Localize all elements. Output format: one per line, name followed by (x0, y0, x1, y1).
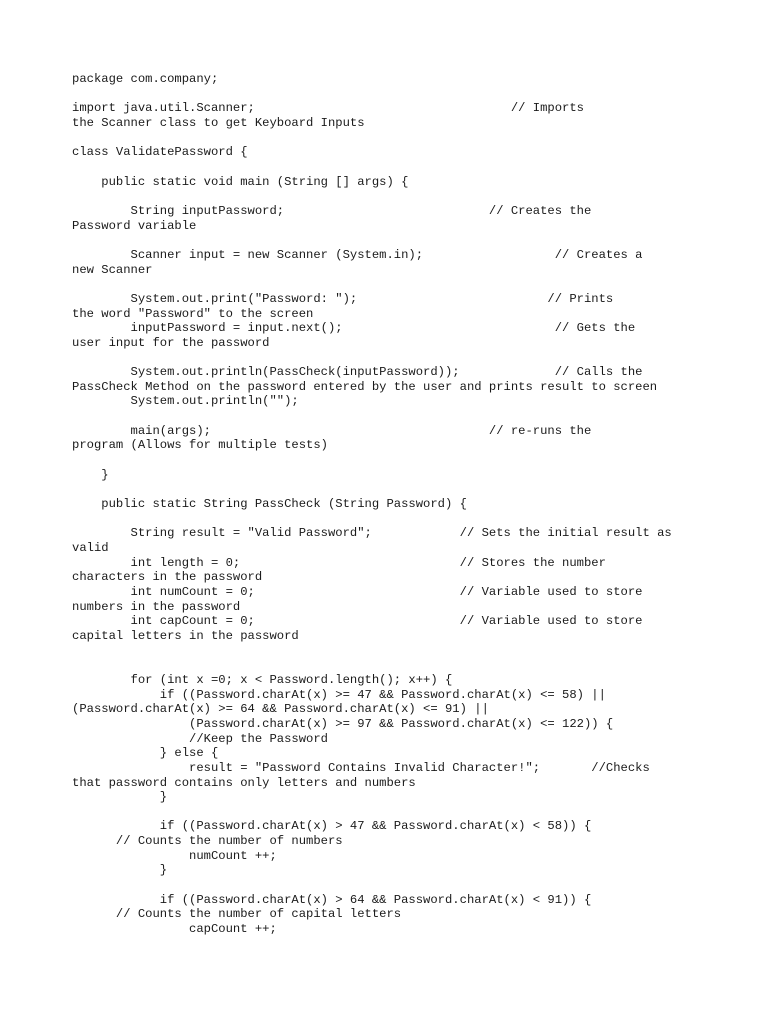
code-line: } (72, 863, 168, 878)
code-line: the Scanner class to get Keyboard Inputs (72, 115, 365, 130)
blank-line (72, 878, 672, 893)
code-line: int length = 0; // Stores the number (72, 555, 606, 570)
code-line: result = "Password Contains Invalid Character!"; //Checks (72, 760, 650, 775)
code-line: capCount ++; (72, 922, 277, 937)
code-line: // Counts the number of capital letters (72, 907, 402, 922)
blank-line (72, 512, 672, 527)
code-line: int capCount = 0; // Variable used to store (72, 614, 643, 629)
code-line: } (72, 790, 168, 805)
code-line: package com.company; (72, 72, 219, 86)
code-line: String result = "Valid Password"; // Sets the initial result as (72, 526, 672, 541)
code-line: numCount ++; (72, 848, 277, 863)
code-line: new Scanner (72, 262, 153, 277)
code-line: if ((Password.charAt(x) > 64 && Password.charAt(x) < 91)) { (72, 892, 592, 907)
code-line: inputPassword = input.next(); // Gets the (72, 321, 636, 336)
code-line: valid (72, 541, 109, 555)
code-line: (Password.charAt(x) >= 97 && Password.charAt(x) <= 122)) { (72, 716, 614, 731)
blank-line (72, 644, 672, 659)
blank-line (72, 233, 672, 248)
code-line: main(args); // re-runs the (72, 423, 592, 438)
code-line: for (int x =0; x < Password.length(); x++) { (72, 672, 453, 687)
code-line: System.out.println(""); (72, 394, 299, 409)
code-line: int numCount = 0; // Variable used to store (72, 584, 643, 599)
code-line: String inputPassword; // Creates the (72, 203, 592, 218)
code-line: the word "Password" to the screen (72, 306, 314, 321)
code-line: } (72, 467, 109, 482)
code-line: } else { (72, 746, 219, 761)
code-line: if ((Password.charAt(x) >= 47 && Password.charAt(x) <= 58) || (72, 687, 606, 702)
code-line: program (Allows for multiple tests) (72, 438, 328, 453)
code-line: public static void main (String [] args) { (72, 174, 409, 189)
blank-line (72, 453, 672, 468)
blank-line (72, 805, 672, 820)
blank-line (72, 277, 672, 292)
code-line: class ValidatePassword { (72, 145, 248, 160)
code-line: numbers in the password (72, 599, 241, 614)
code-line: System.out.print("Password: "); // Prints (72, 291, 614, 306)
code-line: public static String PassCheck (String Password) { (72, 497, 467, 512)
code-line: that password contains only letters and numbers (72, 775, 416, 790)
blank-line (72, 131, 672, 146)
code-line: System.out.println(PassCheck(inputPassword)); // Calls the (72, 365, 643, 380)
code-line: PassCheck Method on the password entered by the user and prints result to screen (72, 379, 658, 394)
code-line: Password variable (72, 218, 197, 233)
code-line: if ((Password.charAt(x) > 47 && Password.charAt(x) < 58)) { (72, 819, 592, 834)
blank-line (72, 409, 672, 424)
code-listing (72, 72, 672, 937)
code-line: // Counts the number of numbers (72, 834, 343, 849)
code-line: (Password.charAt(x) >= 64 && Password.charAt(x) <= 91) || (72, 702, 489, 717)
code-line: user input for the password (72, 335, 270, 350)
code-line: Scanner input = new Scanner (System.in); // Creates a (72, 247, 643, 262)
code-line: characters in the password (72, 570, 263, 585)
blank-line (72, 350, 672, 365)
blank-line (72, 189, 672, 204)
code-line: //Keep the Password (72, 731, 328, 746)
blank-line (72, 482, 672, 497)
blank-line (72, 87, 672, 102)
code-line: capital letters in the password (72, 628, 299, 643)
blank-line (72, 658, 672, 673)
code-line: import java.util.Scanner; // Imports (72, 101, 584, 116)
blank-line (72, 160, 672, 175)
